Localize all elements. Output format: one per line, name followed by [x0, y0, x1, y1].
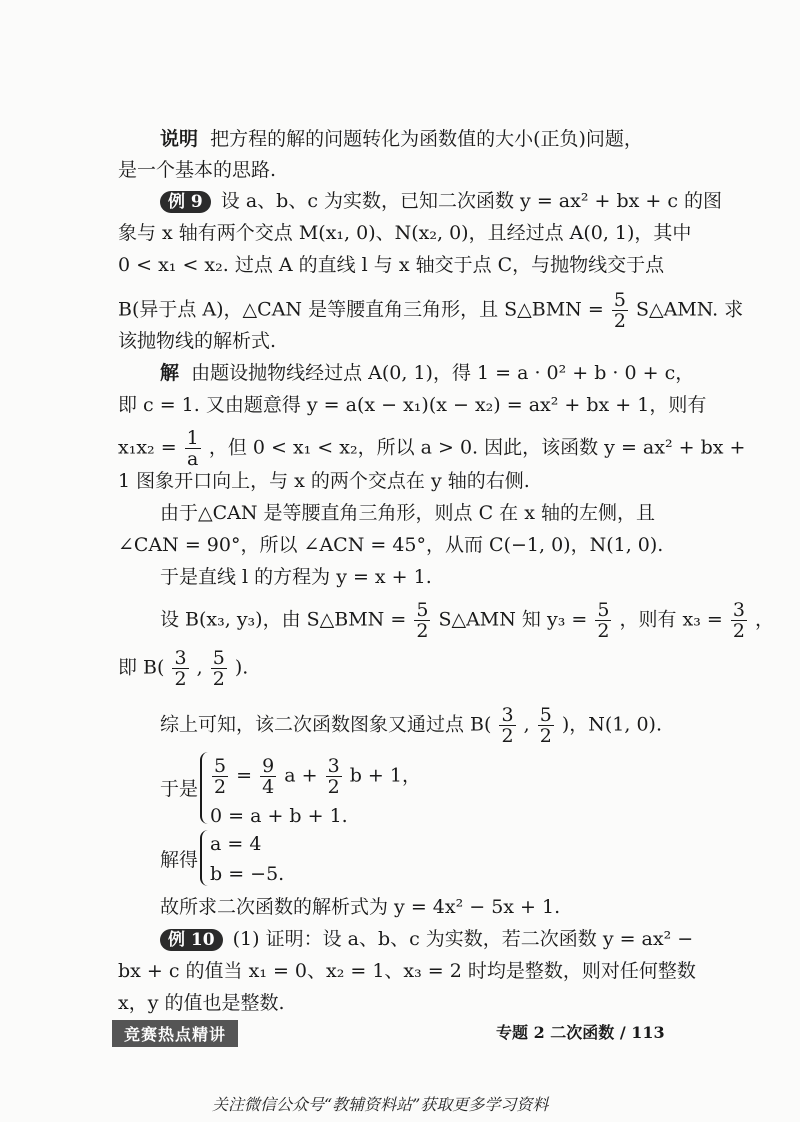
- fraction-9-4: $\frac{9}{4}$: [262, 755, 275, 798]
- example-9-line-3: 0 < x₁ < x₂. 过点 A 的直线 l 与 x 轴交于点 C，与抛物线交于点: [118, 254, 665, 276]
- fraction-5-2: $\frac{5}{2}$: [597, 599, 610, 642]
- page-footer: 专题 2 二次函数 / 113: [496, 1023, 665, 1042]
- solution-line-9: 即 B( $\frac{3}{2}$ , $\frac{5}{2}$ ).: [118, 647, 249, 690]
- solution-line-5: 由于△CAN 是等腰直角三角形，则点 C 在 x 轴的左侧，且: [160, 502, 655, 524]
- solution-line-3: x₁x₂ = $\frac{1}{a}$ ，但 0 < x₁ < x₂，所以 a > 0. 因此，该函数 y = ax² + bx +: [118, 427, 746, 470]
- equation-1: $\frac{5}{2}$ = $\frac{9}{4}$ a + $\frac{3}{2}$ b + 1，: [214, 755, 421, 798]
- fraction-5-2: $\frac{5}{2}$: [212, 647, 225, 690]
- example-9-line-5: 该抛物线的解析式.: [118, 330, 277, 352]
- example-9-line-1: 例 9 设 a、b、c 为实数，已知二次函数 y = ax² + bx + c 的图: [160, 187, 690, 215]
- fraction-1-a: $\frac{1}{a}$: [186, 427, 199, 470]
- equation-3: a = 4: [210, 833, 262, 855]
- system-2-label: 解得: [160, 849, 199, 871]
- solution-line-1: 解 由题设抛物线经过点 A(0, 1)，得 1 = a · 0² + b · 0 + c，: [160, 362, 695, 384]
- solution-line-6: ∠CAN = 90°，所以 ∠ACN = 45°，从而 C(−1, 0)，N(1, 0).: [118, 534, 664, 556]
- fraction-5-2: $\frac{5}{2}$: [613, 289, 626, 332]
- solution-label: 解: [160, 362, 180, 384]
- brace-system-2: [200, 830, 208, 886]
- fraction-5-2: $\frac{5}{2}$: [416, 599, 429, 642]
- note-line-2: 是一个基本的思路.: [118, 159, 277, 181]
- system-1-label: 于是: [160, 778, 199, 800]
- example-10-line-2: bx + c 的值当 x₁ = 0、x₂ = 1、x₃ = 2 时均是整数，则对任何整数: [118, 960, 696, 982]
- fraction-3-2: $\frac{3}{2}$: [501, 704, 514, 747]
- example-9-line-2: 象与 x 轴有两个交点 M(x₁, 0)、N(x₂, 0)，且经过点 A(0, 1)，其中: [118, 222, 692, 244]
- solution-line-8: 设 B(x₃, y₃)，由 S△BMN = $\frac{5}{2}$ S△AMN 知 y₃ = $\frac{5}{2}$ ，则有 x₃ = $\frac{3}{2}$ ，: [160, 599, 775, 642]
- section-tag: 竞赛热点精讲: [112, 1020, 238, 1047]
- solution-line-10: 综上可知，该二次函数图象又通过点 B( $\frac{3}{2}$ , $\frac{5}{2}$ )，N(1, 0).: [160, 704, 663, 747]
- equation-2: 0 = a + b + 1.: [210, 805, 348, 827]
- fraction-3-2: $\frac{3}{2}$: [732, 599, 745, 642]
- solution-line-7: 于是直线 l 的方程为 y = x + 1.: [160, 566, 432, 588]
- brace-system-1: [200, 752, 208, 824]
- example-10-line-1: 例 10 (1) 证明：设 a、b、c 为实数，若二次函数 y = ax² −: [160, 925, 690, 953]
- example-10-badge: 例 10: [160, 929, 223, 951]
- solution-line-13: 故所求二次函数的解析式为 y = 4x² − 5x + 1.: [160, 896, 561, 918]
- solution-line-2: 即 c = 1. 又由题意得 y = a(x − x₁)(x − x₂) = ax² + bx + 1，则有: [118, 394, 707, 416]
- example-9-line-4: B(异于点 A)，△CAN 是等腰直角三角形，且 S△BMN = $\frac{5}{2}$ S△AMN. 求: [118, 289, 744, 332]
- note-line-1: 说明 把方程的解的问题转化为函数值的大小(正负)问题，: [160, 128, 643, 150]
- solution-line-4: 1 图象开口向上，与 x 的两个交点在 y 轴的右侧.: [118, 470, 530, 492]
- fraction-3-2: $\frac{3}{2}$: [174, 647, 187, 690]
- example-10-line-3: x，y 的值也是整数.: [118, 992, 285, 1014]
- fraction-5-2: $\frac{5}{2}$: [214, 755, 227, 798]
- note-label: 说明: [160, 128, 199, 150]
- equation-4: b = −5.: [210, 863, 285, 885]
- fraction-5-2: $\frac{5}{2}$: [539, 704, 552, 747]
- fraction-3-2: $\frac{3}{2}$: [327, 755, 340, 798]
- watermark-text: 关注微信公众号“教辅资料站”获取更多学习资料: [212, 1095, 549, 1114]
- example-9-badge: 例 9: [160, 191, 211, 213]
